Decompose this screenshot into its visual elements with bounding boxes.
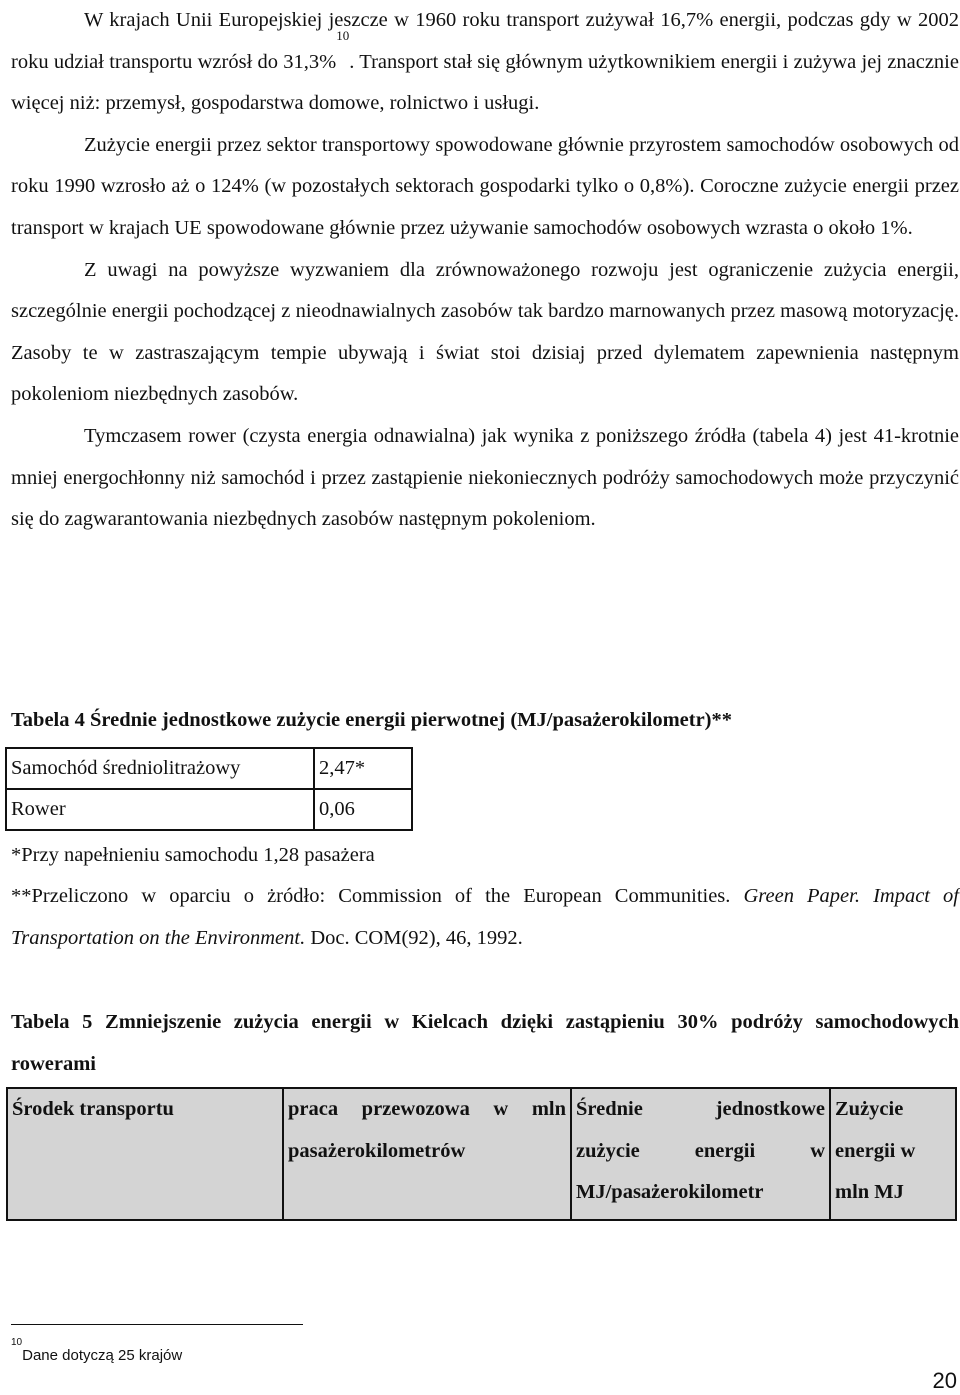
note-source-text: **Przeliczono w oparciu o żródło: Commission of the European Communities. xyxy=(11,885,744,907)
table-header-cell: Zużycie energii w mln MJ xyxy=(830,1088,956,1220)
table-header-row xyxy=(7,1088,956,1220)
paragraph-1 xyxy=(11,0,959,125)
body-text xyxy=(11,0,959,541)
table-4-caption: Tabela 4 Średnie jednostkowe zużycie energii pierwotnej (MJ/pasażerokilometr)** xyxy=(11,709,733,731)
footnote-divider xyxy=(11,1324,303,1325)
footnote xyxy=(11,1337,183,1364)
table-4-note-1: *Przy napełnieniu samochodu 1,28 pasażera xyxy=(11,844,375,866)
paragraph-4: Tymczasem rower (czysta energia odnawialna) jak wynika z poniższego źródła (tabela 4) jest 41-krotnie mniej energochłonny niż samochód i przez zastąpienie niekoniecznych podróży samochodowych może przyczynić się do zagwarantowania niezbędnych zasobów następnym pokoleniom. xyxy=(11,424,959,531)
note-source-subtitle: Impact of Transportation on the Environment. xyxy=(11,885,960,949)
table-cell: 2,47* xyxy=(314,748,412,789)
table-row xyxy=(6,789,412,830)
footnote-ref[interactable]: 10 xyxy=(336,27,350,43)
table-header-cell: Środek transportu xyxy=(7,1088,283,1220)
table-row xyxy=(6,748,412,789)
table-header-cell: praca przewozowa w mln pasażerokilometrów xyxy=(283,1088,571,1220)
note-source-title: Green Paper. xyxy=(743,885,860,907)
page-number: 20 xyxy=(932,1368,957,1393)
table-cell: Samochód średniolitrażowy xyxy=(6,748,314,789)
footnote-text: Dane dotyczą 25 krajów xyxy=(22,1347,183,1364)
footnote-number: 10 xyxy=(11,1337,23,1348)
table-5 xyxy=(6,1087,957,1221)
table-cell: 0,06 xyxy=(314,789,412,830)
table-4-note-2 xyxy=(11,876,959,959)
table-4 xyxy=(5,747,413,831)
table-5-caption: Tabela 5 Zmniejszenie zużycia energii w Kielcach dzięki zastąpieniu 30% podróży samochodowych rowerami xyxy=(11,1011,959,1075)
note-source-ref: Doc. COM(92), 46, 1992. xyxy=(305,926,523,949)
paragraph-2: Zużycie energii przez sektor transportowy spowodowane głównie przyrostem samochodów osobowych od roku 1990 wzrosło aż o 124% (w pozostałych sektorach gospodarki tylko o 0,8%). Coroczne zużycie energii przez transport w krajach UE spowodowane głównie przez używanie samochodów osobowych wzrasta o około 1%. xyxy=(11,133,959,239)
paragraph-3: Z uwagi na powyższe wyzwaniem dla zrównoważonego rozwoju jest ograniczenie zużycia energii, szczególnie energii pochodzącej z nieodnawialnych zasobów tak bardzo marnowanych przez masową motoryzację. Zasoby te w zastraszającym tempie ubywają i świat stoi dzisiaj przed dylematem zapewnienia następnym pokoleniom niezbędnych zasobów. xyxy=(11,258,959,406)
paragraph-1-text-b: . Transport stał się głównym użytkownikiem energii i zużywa jej znacznie więcej niż: przemysł, gospodarstwa domowe, rolnictwo i usługi. xyxy=(11,50,959,115)
table-header-cell: Średnie jednostkowe zużycie energii w MJ/pasażerokilometr xyxy=(571,1088,830,1220)
paragraph-1-text-a: W krajach Unii Europejskiej jeszcze w 1960 roku transport zużywał 16,7% energii, podczas gdy w 2002 roku udział transportu wzrósł do 31,3% xyxy=(11,9,959,73)
table-cell: Rower xyxy=(6,789,314,830)
